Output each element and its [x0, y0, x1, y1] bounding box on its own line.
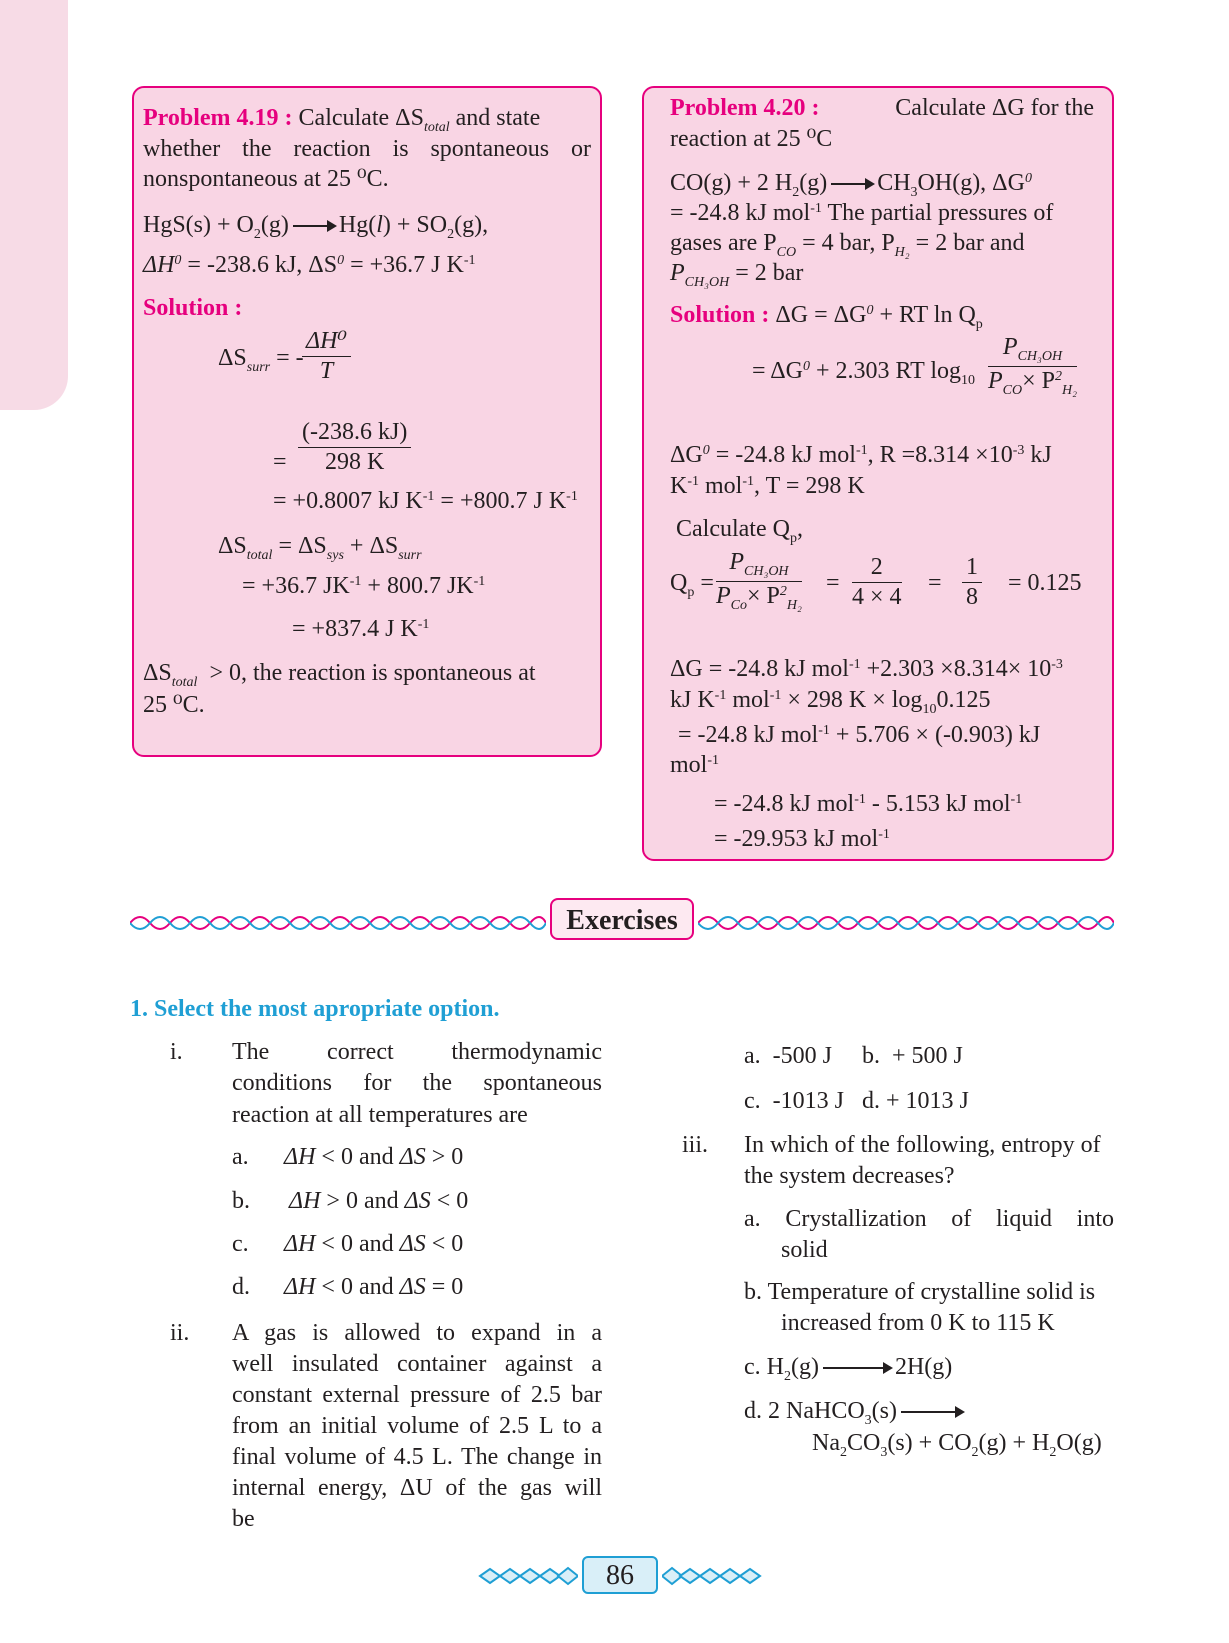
q-i-option-d: d. — [232, 1274, 250, 1300]
result-line-2: = +36.7 $JK^{-1} + 800.7$ $JK^{-1}$ — [242, 573, 486, 599]
problem-4-20-q-line2: reaction at 25 ⁰C — [670, 126, 833, 152]
conclusion-line-1: $\Delta S_{total} > 0$, the reaction is spontaneous at — [143, 660, 536, 690]
q-i-option-a: a. — [232, 1144, 249, 1170]
decorative-band-left — [130, 916, 546, 930]
problem-4-19-q-line1: Problem 4.19 : Calculate $\Delta S_{total}$ and state — [143, 105, 541, 135]
q-i-option-b: b. — [232, 1188, 250, 1214]
q-ii-line2: well insulated container against a — [232, 1351, 602, 1377]
q-ii-line6: internal energy, ΔU of the gas will — [232, 1475, 602, 1501]
q-iii-option-a2: solid — [781, 1237, 828, 1263]
q-i-line3: reaction at all temperatures are — [232, 1102, 528, 1128]
q-ii-line3: constant external pressure of 2.5 bar — [232, 1382, 602, 1408]
q-iii-option-d1: d. 2 NaHCO$_3$(s) — [744, 1396, 967, 1430]
q-ii-line7: be — [232, 1506, 255, 1532]
reaction-arrow — [901, 1411, 963, 1413]
side-tab — [0, 0, 68, 410]
equals-sign: = — [273, 449, 287, 475]
q-iii-option-b2: increased from 0 K to 115 K — [781, 1310, 1055, 1336]
reaction-arrow — [293, 225, 335, 227]
constants-line2: $K^{-1}$ mol$^{-1}$, T = 298 K — [670, 473, 865, 499]
q-ii-options-ab: a. -500 J b. + 500 J — [744, 1043, 963, 1069]
equals-sign: = — [928, 570, 942, 596]
q-i-option-c: c. — [232, 1231, 249, 1257]
q-ii-line1: A gas is allowed to expand in a — [232, 1320, 602, 1346]
q-iii-number: iii. — [682, 1132, 709, 1158]
problem-4-20-q-line1: Problem 4.20 : Calculate ΔG for the — [670, 95, 1094, 121]
problem-4-19-q-line3: nonspontaneous at 25 ⁰C. — [143, 166, 389, 192]
data-4-19: $\Delta H^0 = -238.6$ kJ, $\Delta S^0 = +36.7$ J $K^{-1}$ — [143, 252, 476, 278]
exercises-heading: Exercises — [550, 898, 694, 940]
ds-total-line: $\Delta S_{total} = \Delta S_{sys} + \Delta S_{surr}$ — [218, 533, 422, 563]
page-number: 86 — [582, 1556, 658, 1594]
dg-line3: = -24.8 kJ mol$^{-1}$ + 5.706 × (-0.903) kJ — [678, 722, 1041, 748]
solution-4-20: Solution : $\Delta G = \Delta G^0$ + RT $\ln Q_p$ — [670, 302, 983, 332]
q-iii-option-d2: $Na_2CO_3(s) + CO_2(g) + H_2O(g)$ — [812, 1430, 1102, 1460]
q-i-line2: conditions for the spontaneous — [232, 1070, 602, 1096]
q-i-option-b-text: ΔH > 0 and ΔS < 0 — [289, 1188, 469, 1214]
q-iii-option-b1: b. Temperature of crystalline solid is — [744, 1279, 1096, 1305]
qp-fraction-3: $\frac{1}{8}$ — [962, 553, 982, 612]
reaction-4-20-line3: gases are $P_{CO} = 4$ bar, $P_{H_2} = 2$ bar and — [670, 230, 1025, 260]
q-i-option-a-text: ΔH < 0 and ΔS > 0 — [284, 1144, 464, 1170]
qp-result: = 0.125 — [1008, 570, 1082, 596]
log-fraction: $P_{CH_3OH}$ $P_{CO}\times P^2_{H_2}$ — [988, 334, 1077, 398]
result-line-3: = +837.4 J $K^{-1}$ — [292, 616, 430, 642]
q-ii-number: ii. — [170, 1320, 190, 1346]
dg-line5: = -24.8 kJ mol$^{-1}$ - 5.153 kJ mol$^{-1}$ — [714, 791, 1023, 817]
q-iii-option-a1: a. Crystallization of liquid into — [744, 1206, 1114, 1232]
q-i-option-d-text: ΔH < 0 and ΔS = 0 — [284, 1274, 464, 1300]
page-number-ornament-left — [478, 1566, 578, 1586]
q-iii-line2: the system decreases? — [744, 1163, 955, 1189]
constants-line1: $\Delta G^0 = -24.8$ kJ mol$^{-1}$, $R =8.314 \times 10^{-3}$ kJ — [670, 442, 1052, 468]
log-line: = $\Delta G^0 + 2.303$ RT $\log_{10}$ — [752, 358, 975, 388]
dg-line6: = -29.953 kJ mol$^{-1}$ — [714, 826, 890, 852]
q-ii-line5: final volume of 4.5 L. The change in — [232, 1444, 602, 1470]
calculate-qp: Calculate $Q_p$, — [676, 516, 803, 546]
ds-surr-expr: $\Delta S_{surr}$ = - — [218, 345, 304, 375]
fraction-dh-over-t: $\frac{\text{ΔH⁰}}{T}$ — [302, 327, 351, 386]
q-i-option-c-text: ΔH < 0 and ΔS < 0 — [284, 1231, 464, 1257]
reaction-4-20: CO(g) + 2 $H_2(g)$ $CH_3OH(g)$, $\Delta G^0$ — [670, 170, 1032, 200]
exercise-q1-heading: 1. Select the most apropriate option. — [130, 996, 500, 1022]
qp-fraction-2: $\frac{2}{4 \times 4}$ — [852, 554, 902, 610]
q-ii-line4: from an initial volume of 2.5 L to a — [232, 1413, 602, 1439]
dg-line4: mol$^{-1}$ — [670, 752, 720, 778]
q-i-line1: The correct thermodynamic — [232, 1039, 602, 1065]
qp-label: $Q_p$ = — [670, 570, 714, 600]
reaction-4-20-line2: = -24.8 kJ mol$^{-1}$ The partial pressures of — [670, 200, 1054, 226]
conclusion-line-2: 25 ⁰C. — [143, 692, 205, 718]
reaction-4-20-line4: $P_{CH_3OH} = 2$ bar — [670, 260, 804, 290]
equals-sign: = — [826, 570, 840, 596]
result-line-1: = +0.8007 kJ $K^{-1} = +800.7$ J $K^{-1}$ — [273, 488, 578, 514]
q-iii-option-c: c. $H_2(g)$ 2H(g) — [744, 1354, 953, 1384]
q-i-number: i. — [170, 1039, 183, 1065]
solution-label-4-19: Solution : — [143, 295, 243, 321]
dg-line1: ΔG = -24.8 kJ $mol^{-1} +2.303 \times 8.314\times 10^{-3}$ — [670, 656, 1063, 682]
reaction-arrow — [823, 1367, 891, 1369]
q-iii-line1: In which of the following, entropy of — [744, 1132, 1101, 1158]
problem-4-19-q-line2: whether the reaction is spontaneous or — [143, 136, 591, 162]
reaction-4-19: $HgS(s) + O_2(g) Hg(l) + SO_2(g)$, — [143, 212, 489, 242]
page-number-ornament-right — [662, 1566, 762, 1586]
fraction-238: $\frac{(-238.6 kJ)}{298 K}$ — [298, 418, 411, 477]
decorative-band-right — [698, 916, 1114, 930]
qp-fraction-1: $P_{CH_3OH}$ $P_{Co}\times P^2_{H_2}$ — [716, 549, 802, 613]
reaction-arrow — [831, 183, 873, 185]
dg-line2: kJ $K^{-1}$ mol$^{-1}$ × 298 $K \times \log_{10}0.125$ — [670, 687, 991, 717]
q-ii-options-cd: c. -1013 J d. + 1013 J — [744, 1088, 969, 1114]
